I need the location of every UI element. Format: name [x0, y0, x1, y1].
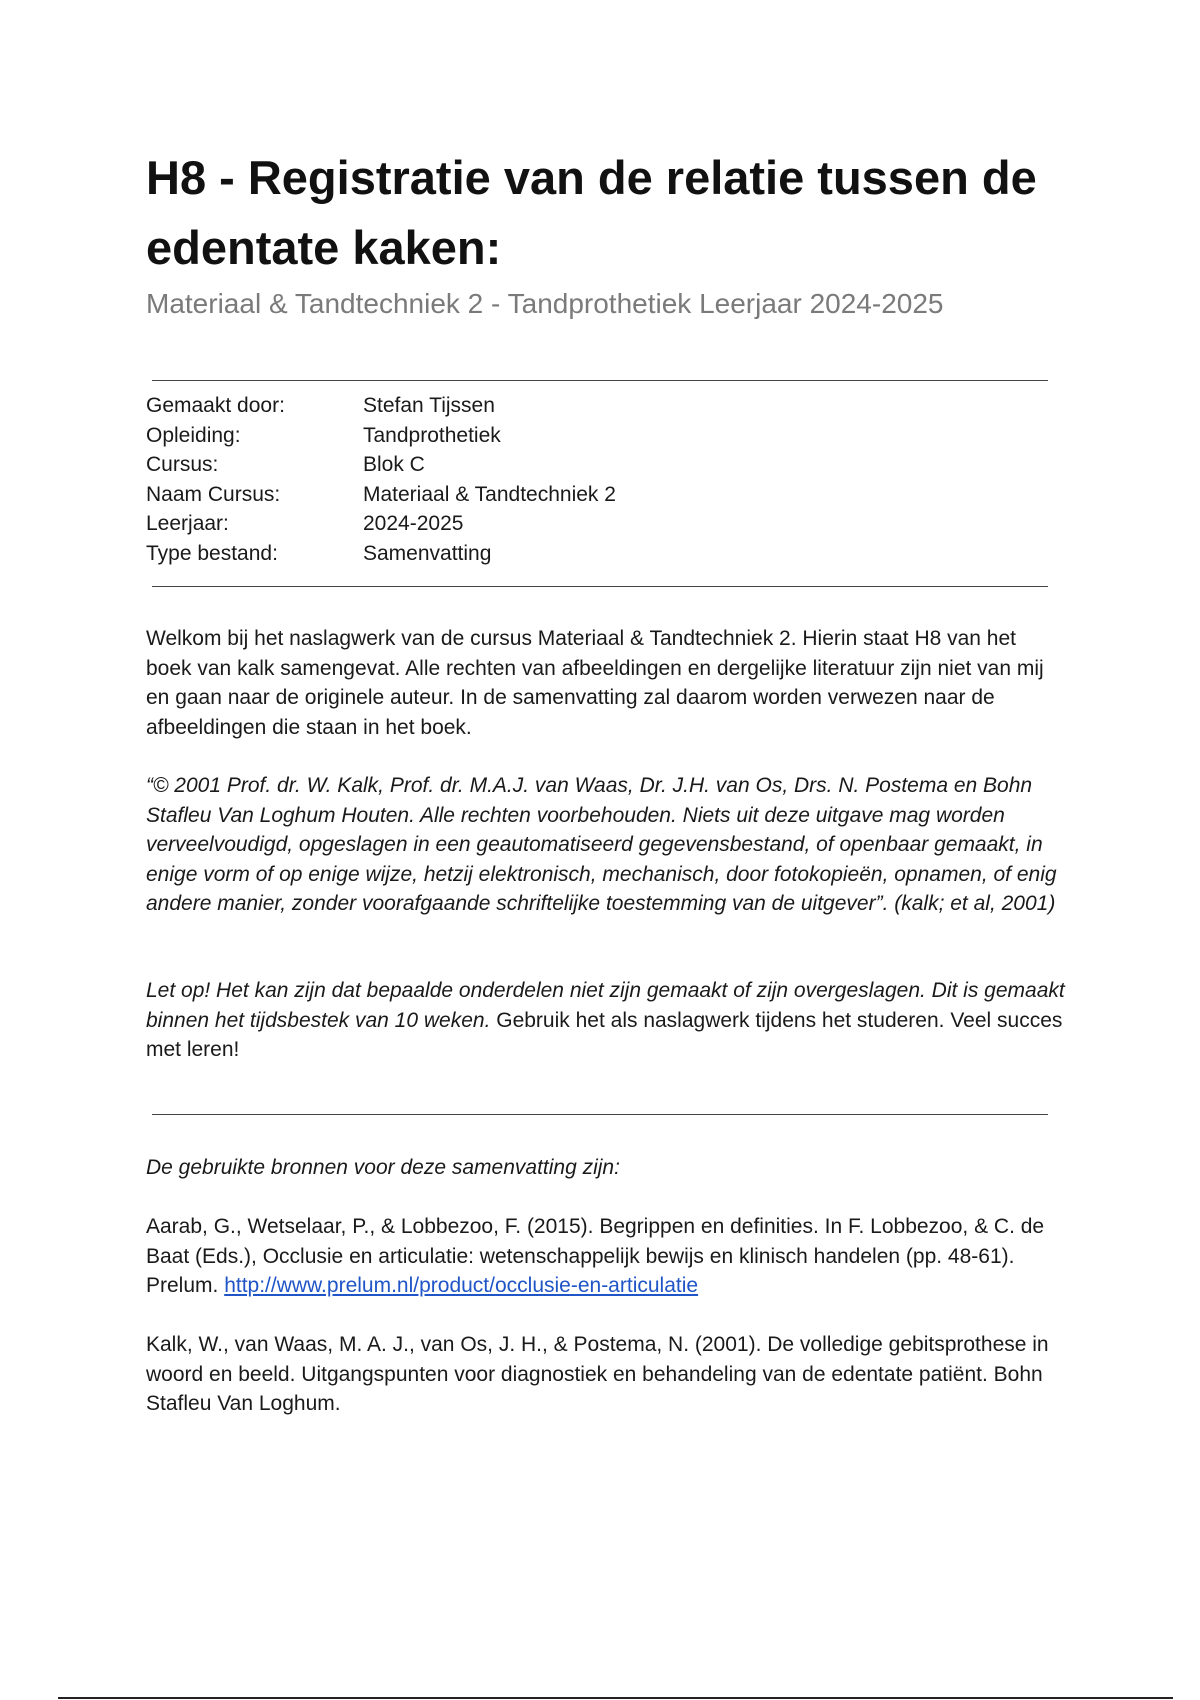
intro-paragraph: Welkom bij het naslagwerk van de cursus Materiaal & Tandtechniek 2. Hierin staat H8 van het boek van kalk samengevat. Alle rechten van afbeeldingen en dergelijke literatuur zijn niet van mij en gaan naar de originele auteur. In de samenvatting zal daarom worden verwezen naar de afbeeldingen die staan in het boek. — [146, 627, 1044, 739]
meta-row — [146, 421, 616, 451]
meta-row — [146, 480, 616, 510]
divider-meta-bottom — [152, 586, 1048, 587]
source-2: Kalk, W., van Waas, M. A. J., van Os, J. H., & Postema, N. (2001). De volledige gebitsprothese in woord en beeld. Uitgangspunten voor diagnostiek en behandeling van de edentate patiënt. Bohn Stafleu Van Loghum. — [146, 1333, 1049, 1415]
divider-sources — [152, 1114, 1048, 1115]
meta-key: Leerjaar: — [146, 512, 229, 535]
copyright-paragraph: “© 2001 Prof. dr. W. Kalk, Prof. dr. M.A.J. van Waas, Dr. J.H. van Os, Drs. N. Postema en Bohn Stafleu Van Loghum Houten. Alle rechten voorbehouden. Niets uit deze uitgave mag worden verveelvoudigd, opgeslagen in een geautomatiseerd gegevensbestand, of openbaar gemaakt, in enige vorm of op enige wijze, hetzij elektronisch, mechanisch, door fotokopieën, opnamen, of enig andere manier, zonder voorafgaande schriftelijke toestemming van de uitgever”. (kalk; et al, 2001) — [146, 774, 1057, 915]
source-1-text: Aarab, G., Wetselaar, P., & Lobbezoo, F. (2015). Begrippen en definities. In F. Lobbezoo, & C. de Baat (Eds.), Occlusie en articulatie: wetenschappelijk bewijs en klinisch handelen (pp. 48-61). Prelum. — [146, 1215, 1045, 1297]
meta-row — [146, 450, 616, 480]
meta-value: Tandprothetiek — [363, 423, 501, 447]
meta-row — [146, 539, 616, 569]
document-title: H8 - Registratie van de relatie tussen de edentate kaken: — [146, 151, 1037, 274]
page-bottom-rule — [58, 1697, 1173, 1699]
notice-normal: Gebruik het als naslagwerk tijdens het studeren. Veel succes met leren! — [146, 1008, 1063, 1061]
notice-paragraph — [146, 976, 1066, 1065]
prelum-link[interactable]: http://www.prelum.nl/product/occlusie-en-articulatie — [224, 1274, 699, 1297]
metadata-table — [146, 391, 616, 568]
meta-key: Gemaakt door: — [146, 394, 285, 417]
meta-row — [146, 391, 616, 421]
meta-value: Blok C — [363, 453, 425, 476]
meta-value: 2024-2025 — [363, 512, 464, 535]
meta-value: Stefan Tijssen — [363, 394, 495, 417]
divider-top — [152, 380, 1048, 381]
meta-value: Materiaal & Tandtechniek 2 — [363, 482, 616, 506]
meta-key: Cursus: — [146, 453, 219, 476]
meta-key: Type bestand: — [146, 541, 278, 565]
meta-value: Samenvatting — [363, 541, 492, 565]
sources-heading: De gebruikte bronnen voor deze samenvatting zijn: — [146, 1156, 620, 1179]
notice-italic: Let op! Het kan zijn dat bepaalde onderdelen niet zijn gemaakt of zijn overgeslagen. Dit is gemaakt binnen het tijdsbestek van 10 weken. — [146, 979, 1065, 1032]
document-subtitle: Materiaal & Tandtechniek 2 - Tandprothetiek Leerjaar 2024-2025 — [146, 288, 944, 319]
meta-row — [146, 509, 616, 539]
meta-key: Naam Cursus: — [146, 482, 281, 506]
meta-key: Opleiding: — [146, 423, 241, 447]
source-1 — [146, 1212, 1066, 1301]
